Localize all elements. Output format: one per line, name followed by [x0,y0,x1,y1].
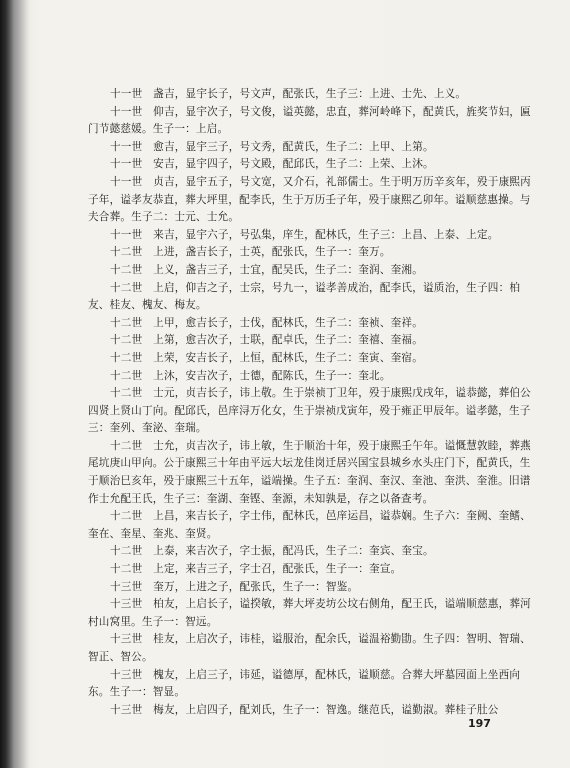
entry-10: 十二世 上甲，愈吉长子，士伐，配林氏，生子二：奎祯、奎祥。 [110,316,424,329]
entry-7: 十二世 上进，盏吉长子，士英，配张氏，生子一：奎万。 [110,246,391,259]
entry-1: 十一世 盏吉，显宇长子，号文声，配张氏，生子三：上进、士先、上义。 [110,88,467,100]
entry-2: 十一世 仰吉，显宇次子，号文俊，谥英懿，忠直，葬河岭峰下，配黄氏，旌奖节妇，匾门节懿慈媛。生子一：上启。 [88,105,531,136]
page-number: 197 [468,717,491,730]
entry-16: 十二世 上昌，来吉长子，字士伟，配林氏，邑庠运昌，谥恭娴。生子六：奎阙、奎鳍、奎在、奎星、奎兆、奎贤。 [88,510,531,540]
entry-9: 十二世 上启，仰吉之子，士宗，号九一，谥孝善成治，配李氏，谥质治，生子四：柏友、桂友、槐友、梅友。 [88,281,521,312]
entry-3: 十一世 愈吉，显宇三子，号文秀，配黄氏，生子二：上甲、上第。 [110,140,434,153]
entry-4: 十一世 安吉，显宇四子，号文殿，配邱氏，生子二：上荣、上沐。 [110,158,434,171]
entry-6: 十一世 来吉，显宇六子，号弘集，庠生，配林氏，生子三：上昌、上泰、上定。 [110,228,499,241]
entry-18: 十二世 上定，来吉三子，字士召，配张氏，生子一：奎宣。 [110,563,402,576]
entry-12: 十二世 上荣，安吉长子，上恒，配林氏，生子二：奎寅、奎宿。 [110,351,424,364]
entry-13: 十二世 上沐，安吉次子，士德，配陈氏，生子一：奎北。 [110,369,391,382]
entry-8: 十二世 上义，盏吉三子，士宜，配吴氏，生子二：奎润、奎湘。 [110,263,424,276]
book-spine-shadow [0,0,30,768]
entry-23: 十三世 梅友，上启四子，配刘氏，生子一：智逸。继范氏，谥勤淑。葬桂子肚公 [110,703,499,716]
entry-14: 十二世 士元，贞吉长子，讳上敬。生于崇祯丁卫年，殁于康熙戊戌年，谥恭懿，葬伯公四贤上贤山丁向。配邱氏，邑庠浔万化女，生于崇祯戊寅年，殁于雍正甲辰年。谥孝懿，生子三：奎列、奎泌、奎瑞。 [88,387,531,435]
entry-15: 十二世 士允，贞吉次子，讳上敏，生于顺治十年，殁于康熙壬午年。谥慨慧敦睦，葬燕尾坑庚山甲向。公于康熙三十年由平远大坛龙佳岗迁居兴国宝县城乡水头庄门下，配黄氏，生于顺治巳亥年，殁于康熙三十五年，谥端操。生子五：奎润、奎汉、奎池、奎洪、奎淮。旧谱作士允配王氏，生子三：奎湖、奎铿、奎源，未知孰是，存之以备查考。 [88,439,531,505]
entry-21: 十三世 桂友，上启次子，讳桂，谥服治，配余氏，谥温裕勤勖。生子四：智明、智瑞、智正、智公。 [88,633,531,663]
entry-17: 十二世 上泰，来吉次子，字士振，配冯氏，生子二：奎宾、奎宝。 [110,545,434,558]
entry-19: 十三世 奎万，上进之子，配张氏，生子一：智鉴。 [110,580,359,593]
entry-11: 十二世 上第，愈吉次子，士联，配卓氏，生子二：奎禧、奎福。 [110,334,424,347]
entry-20: 十三世 柏友，上启长子，谥揆敏，葬大坪麦坊公坟右侧角，配王氏，谥端顺慈惠，葬河村山窝里。生子一：智远。 [88,598,531,628]
entry-22: 十三世 槐友，上启三子，讳延，谥德厚，配林氏，谥顺慈。合葬大坪墓园面上坐西向东。生子一：智显。 [88,668,521,699]
genealogy-text [88,86,538,719]
entry-5: 十一世 贞吉，显宇五子，号文宽，又介石，礼部儒士。生于明万历辛亥年，殁于康熙丙子年，谥孝友恭直，葬大坪里，配李氏，生于万历壬子年，殁于康熙乙卯年。谥顺慈惠操。与夫合葬。生子二：士元、士允。 [88,175,531,224]
